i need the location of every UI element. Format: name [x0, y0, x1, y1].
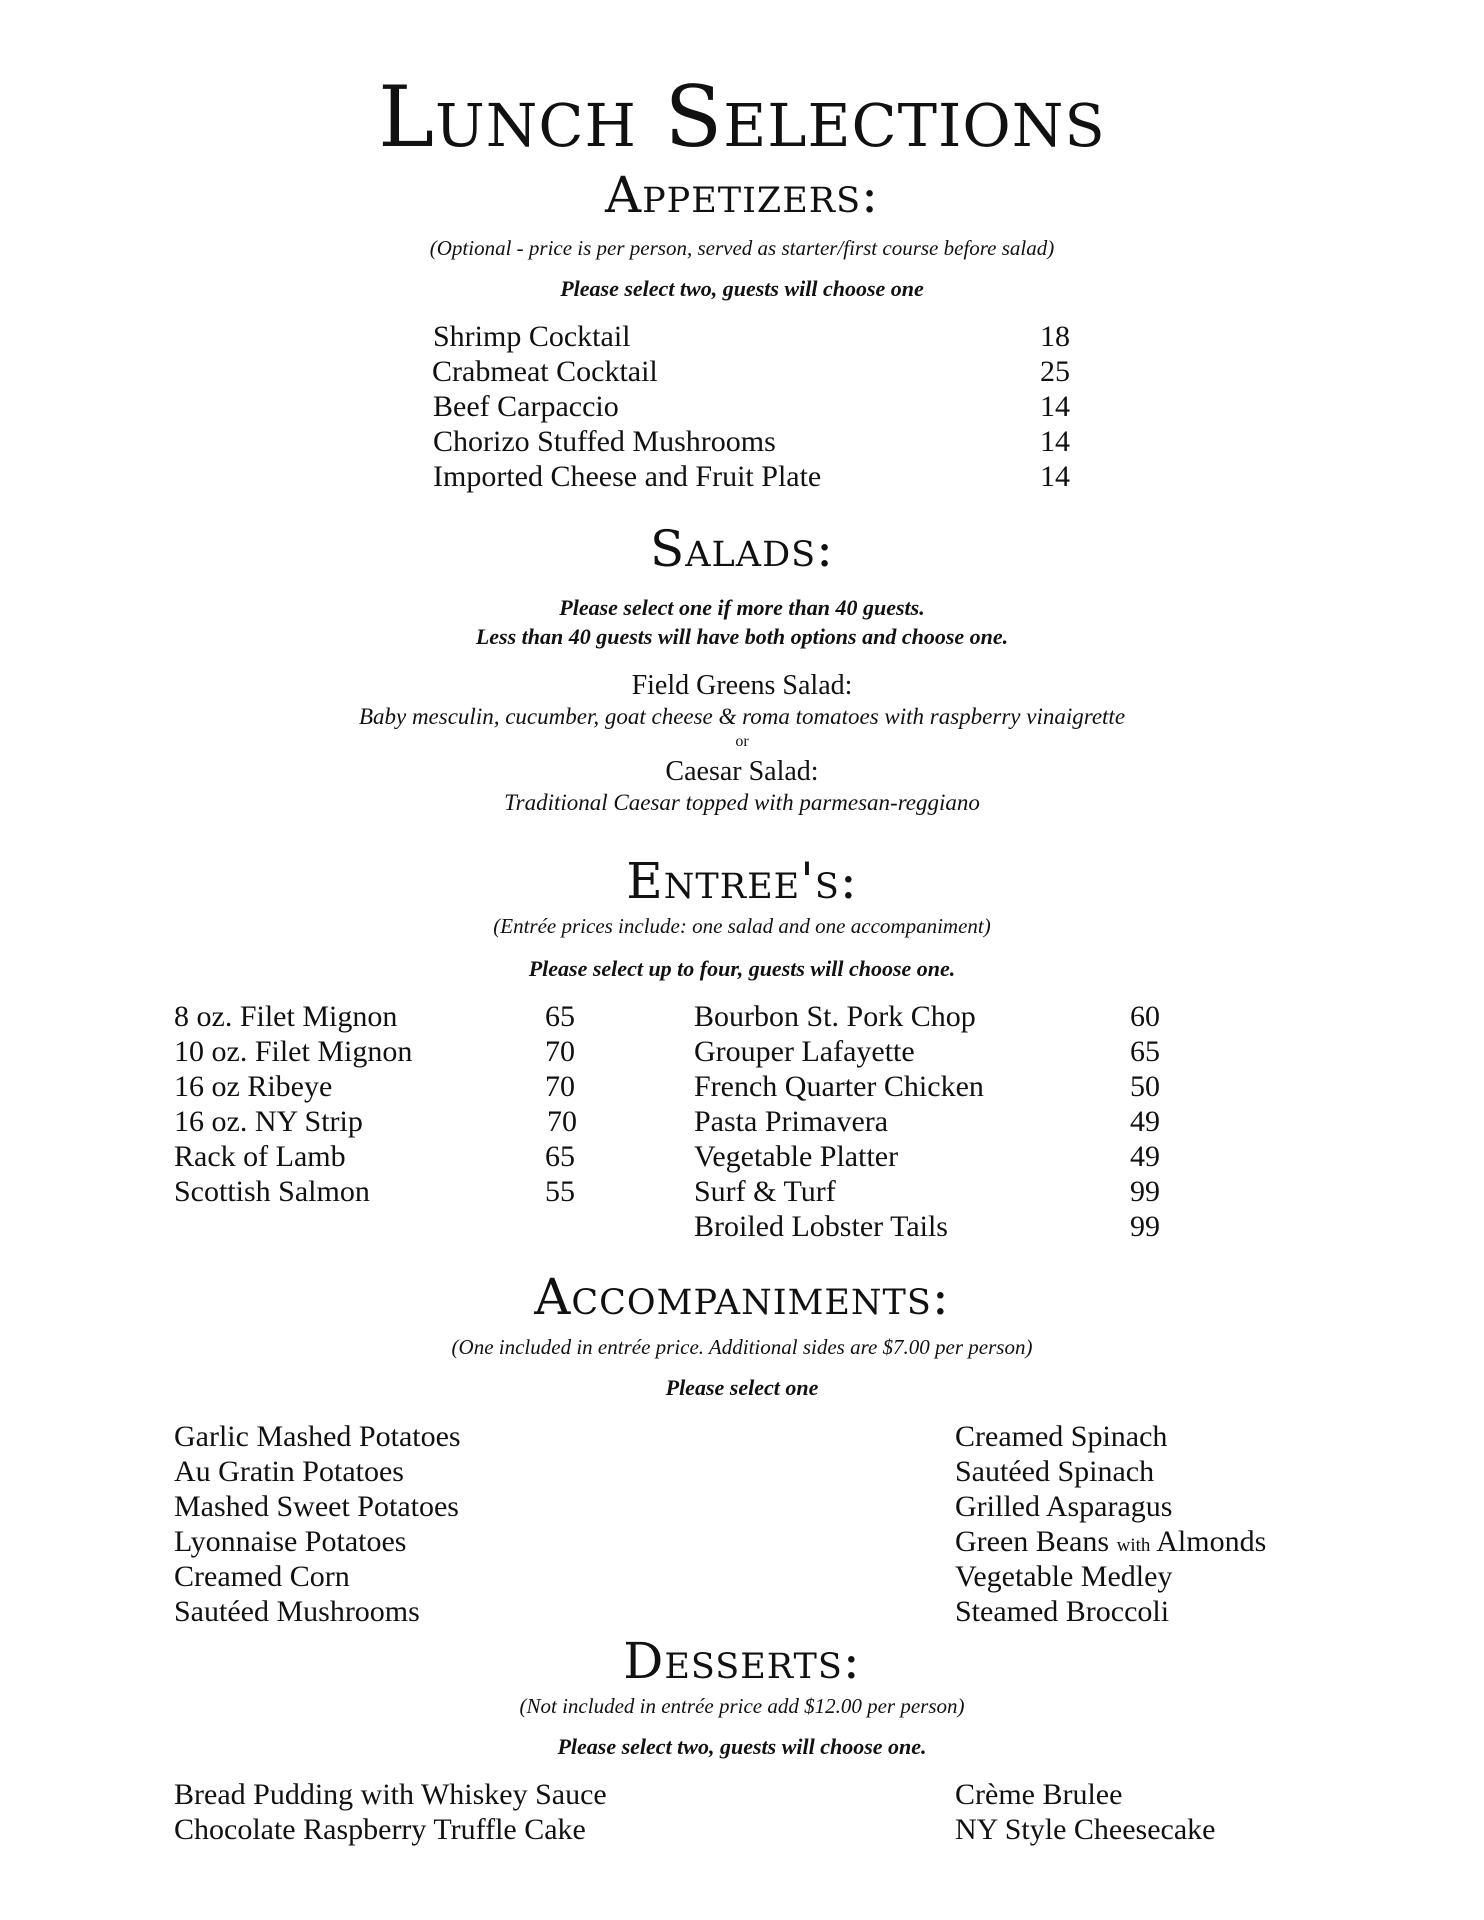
item-price: 14 — [1040, 425, 1070, 458]
salad-option-desc: Baby mesculin, cucumber, goat cheese & roma tomatoes with raspberry vinaigrette — [358, 704, 1126, 729]
item-price: 70 — [545, 1035, 575, 1068]
item-price: 14 — [1040, 460, 1070, 493]
item-price: 25 — [1040, 355, 1070, 388]
item-price: 55 — [545, 1175, 575, 1208]
list-item: Grilled Asparagus — [955, 1490, 1173, 1523]
list-item: Bourbon St. Pork Chop — [694, 1000, 976, 1033]
desserts-note: (Not included in entrée price add $12.00 per person) — [519, 1694, 965, 1718]
list-item: Mashed Sweet Potatoes — [174, 1490, 459, 1523]
item-price: 99 — [1130, 1210, 1160, 1243]
list-item: Rack of Lamb — [174, 1140, 346, 1173]
list-item-text: Almonds — [1156, 1525, 1267, 1558]
list-item: 10 oz. Filet Mignon — [174, 1035, 413, 1068]
item-price: 65 — [545, 1140, 575, 1173]
list-item: Garlic Mashed Potatoes — [174, 1420, 461, 1453]
desserts-heading: Desserts: — [623, 1632, 861, 1690]
list-item: Grouper Lafayette — [694, 1035, 915, 1068]
salads-heading: Salads: — [650, 520, 834, 578]
list-item: Scottish Salmon — [174, 1175, 370, 1208]
page-title: Lunch Selections — [378, 68, 1106, 166]
accompaniments-note: (One included in entrée price. Additional sides are $7.00 per person) — [451, 1335, 1033, 1359]
item-price: 99 — [1130, 1175, 1160, 1208]
item-price: 70 — [547, 1105, 577, 1138]
desserts-instruction: Please select two, guests will choose one. — [557, 1734, 927, 1759]
appetizers-instruction: Please select two, guests will choose one — [560, 276, 924, 301]
list-item: 16 oz Ribeye — [174, 1070, 333, 1103]
list-item: Vegetable Platter — [694, 1140, 899, 1173]
list-item: Shrimp Cocktail — [433, 320, 631, 353]
item-price: 70 — [545, 1070, 575, 1103]
list-item: Pasta Primavera — [694, 1105, 889, 1138]
list-item: 16 oz. NY Strip — [174, 1105, 363, 1138]
list-item: Crabmeat Cocktail — [432, 355, 658, 388]
list-item — [955, 1525, 1266, 1559]
salads-instruction-1: Please select one if more than 40 guests. — [559, 595, 925, 620]
salads-instruction-2: Less than 40 guests will have both options and choose one. — [475, 624, 1009, 649]
list-item: Imported Cheese and Fruit Plate — [433, 460, 822, 493]
salad-option-name: Caesar Salad: — [665, 756, 819, 787]
list-item: French Quarter Chicken — [694, 1070, 984, 1103]
item-price: 50 — [1130, 1070, 1160, 1103]
item-price: 49 — [1130, 1105, 1160, 1138]
item-price: 18 — [1040, 320, 1070, 353]
list-item: Creamed Spinach — [955, 1420, 1168, 1453]
entrees-instruction: Please select up to four, guests will choose one. — [528, 956, 956, 981]
salad-or: or — [735, 733, 749, 750]
list-item: Beef Carpaccio — [433, 390, 619, 423]
item-price: 49 — [1130, 1140, 1160, 1173]
list-item: Bread Pudding with Whiskey Sauce — [174, 1778, 607, 1811]
entrees-heading: Entree's: — [626, 852, 858, 910]
list-item: Steamed Broccoli — [955, 1595, 1170, 1628]
list-item-connector: with — [1116, 1535, 1151, 1556]
appetizers-heading: Appetizers: — [605, 166, 879, 224]
accompaniments-instruction: Please select one — [665, 1375, 819, 1400]
list-item: Creamed Corn — [174, 1560, 350, 1593]
list-item: Au Gratin Potatoes — [174, 1455, 404, 1488]
list-item-text: Green Beans — [955, 1525, 1110, 1558]
list-item: NY Style Cheesecake — [955, 1813, 1216, 1846]
item-price: 65 — [1130, 1035, 1160, 1068]
appetizers-note: (Optional - price is per person, served as starter/first course before salad) — [429, 236, 1055, 260]
list-item: Crème Brulee — [955, 1778, 1123, 1811]
list-item: Vegetable Medley — [955, 1560, 1173, 1593]
item-price: 60 — [1130, 1000, 1160, 1033]
item-price: 65 — [545, 1000, 575, 1033]
salad-option-desc: Traditional Caesar topped with parmesan-reggiano — [504, 790, 980, 815]
list-item: Chorizo Stuffed Mushrooms — [433, 425, 776, 458]
list-item: Sautéed Mushrooms — [174, 1595, 420, 1628]
list-item: Chocolate Raspberry Truffle Cake — [174, 1813, 586, 1846]
list-item: Broiled Lobster Tails — [694, 1210, 948, 1243]
list-item: Sautéed Spinach — [955, 1455, 1155, 1488]
accompaniments-heading: Accompaniments: — [534, 1268, 950, 1326]
item-price: 14 — [1040, 390, 1070, 423]
entrees-note: (Entrée prices include: one salad and one accompaniment) — [493, 914, 991, 938]
list-item: 8 oz. Filet Mignon — [174, 1000, 398, 1033]
list-item: Lyonnaise Potatoes — [174, 1525, 407, 1558]
list-item: Surf & Turf — [694, 1175, 836, 1208]
salad-option-name: Field Greens Salad: — [631, 670, 853, 701]
